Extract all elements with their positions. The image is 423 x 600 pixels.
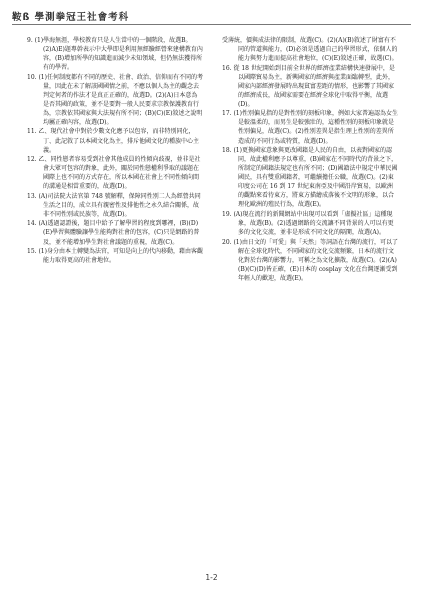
answer-item (222, 238, 398, 283)
answer-item (222, 109, 398, 145)
page-header (12, 9, 411, 25)
answer-number: 18. (222, 147, 234, 155)
answer-text: 受薄統，價與成法律的限制，故選(C)。(2)(A)(B)敘述了財富有不同的管道與能力，(D)必須是透過自己的學習形式，依個人的能力與努力進而提高社會地位，(C)(E)敘述正確，故選(C)。 (222, 37, 398, 63)
answer-item (27, 192, 203, 219)
answer-text: (1)身分由本土轉變為法官，可知是向上的代內移動，藉由客觀能力取得更高的社會地位。 (38, 248, 203, 265)
answer-item (222, 146, 398, 209)
answer-number: 16. (222, 64, 234, 72)
answer-item (27, 36, 203, 72)
answer-item (27, 127, 203, 154)
answer-text: (A)透過認證後，題目中給予了解學習的程度到哪裡，(B)(D)(E)學習與體驗讓學生能夠對社會的包容，(C)只是網路的普及，並不能增加學生對社會議題的重視，故選(C)。 (38, 220, 200, 246)
answer-item (27, 247, 203, 265)
answer-number: 15. (27, 248, 39, 256)
answer-text: 乙、同性戀者容易受到社會其他成員的性傾向歧視，並非是社會大眾可包容的對象，此外，關於同性戀權利爭取的議題在國際上也不同的方式存在，所以本國在社會上不同性傾向間的溝通是相當重要的，故選(D)。 (38, 156, 201, 191)
left-column (27, 36, 203, 265)
answer-item (222, 64, 398, 109)
answer-text: (A)現在流行的新聞網站中出現可以看到「虛擬社區」這種現象，故選(B)。(2)透過網路的交流讓不同背景的人可以有更多的文化交流，並非是形成不同文化的隔閡，故選(A)。 (233, 210, 394, 236)
answer-item (27, 219, 203, 246)
answer-item (27, 155, 203, 191)
page-title: 鞍ß 學測拳冠王社會考科 (12, 12, 130, 23)
answer-item (222, 210, 398, 237)
answer-number: 20. (222, 238, 234, 246)
answer-text: (A)司法院大法官第 748 號解釋，保障同性別二人為經營共同生活之目的，成立具有親密性及排他性之永久結合關係，故非不同性別或民族等，故選(D)。 (38, 192, 201, 218)
answer-number: 17. (222, 110, 234, 118)
answer-number: 13. (27, 192, 39, 200)
answer-text: (1)學海無涯，學校教育只是人生當中的一個階段，故選B。(2)A)E)題專幹表示中大學即是利用無經驗經營來建構教育內容，(B)增加所學的知識進而減少未知領域，但仍無法獲得所有的學習。 (34, 37, 203, 72)
answer-text: (1)任何制度都有不同的歷史、社會、政治、信仰而有不同的考量，因此在未了解該國國情之前，不應以個人為主的觀念去判定何者的作法才是真正正確的，故選D。(2)(A)日本意為是否其國的政策，並不是要對一般人民要求宗教保護教育行為，宗教依其國家與大法規有所不同；(B)(C)(E)敘述之說明均屬正確內容，故選(D)。 (38, 73, 203, 126)
answer-item (222, 36, 398, 63)
answer-number: 14. (27, 220, 39, 228)
answer-number: 19. (222, 210, 234, 218)
answer-text: 乙、現代社會中對於少數文化應予以包容，而非特別同化，丁、此記敘了以本國文化為主，排斥他國文化的種族中心主義。 (38, 128, 200, 154)
answer-text: (1)由日文的「可愛」與「天然」等詞語在台灣的流行，可以了解在全球化時代，不同國家的文化交流頻繁，日本的流行文化對於台灣的影響力，可稱之為文化擴散，故選(C)。(2)(A)(B)(C)(D)皆正確，(E)日本的 cosplay 文化在台灣逐漸受到年輕人的歡迎，故選(E)。 (233, 238, 398, 282)
header-rule (12, 24, 411, 25)
answer-number: 11. (27, 128, 39, 136)
answer-number: 10. (27, 73, 39, 81)
answer-text: 從 18 世紀開始到目前全世界的經濟產業結構快速發展中，是以國際貿易為主，新興國家的經濟與產業面臨轉型，此外，國家內部經濟發展時出現貧富差距的情形，也影響了其國家的經濟成長，故國家需要在經濟全球化中取得平衡，故選(D)。 (233, 64, 395, 108)
answer-item (27, 73, 203, 127)
answer-text: (1)性別偏見指的是對性別的刻板印象，例如大家普遍認為女生是較溫柔的，而男生是較強壯的，這種性別的刻板印象就是性別偏見，故選(C)。(2)性別差異是指生理上性別的差異所造成的不同行為或特質，故選(D)。 (233, 110, 398, 145)
answer-text: (1)更換國家意象與更改國籍是人民的自由，以表對國家的認同，故此權利應予以尊重，(B)國家在不同時代的背景之下，所制定的國籍法規定也有所不同；(D)國籍法中規定中華民國國民，具有雙重國籍者，可繼續擔任公職，故選(C)。(2)東印度公司在 16 到 17 世紀東南亞及中國沿岸貿易，以歐洲的觀點來看待東方，將東方描繪成落後不文明的形象，以合理化歐洲的殖民行為，故選(E)。 (233, 147, 398, 209)
right-column (222, 36, 398, 283)
answer-number: 12. (27, 156, 39, 164)
answer-number: 9. (27, 37, 35, 44)
page-number: 1-2 (205, 573, 218, 582)
